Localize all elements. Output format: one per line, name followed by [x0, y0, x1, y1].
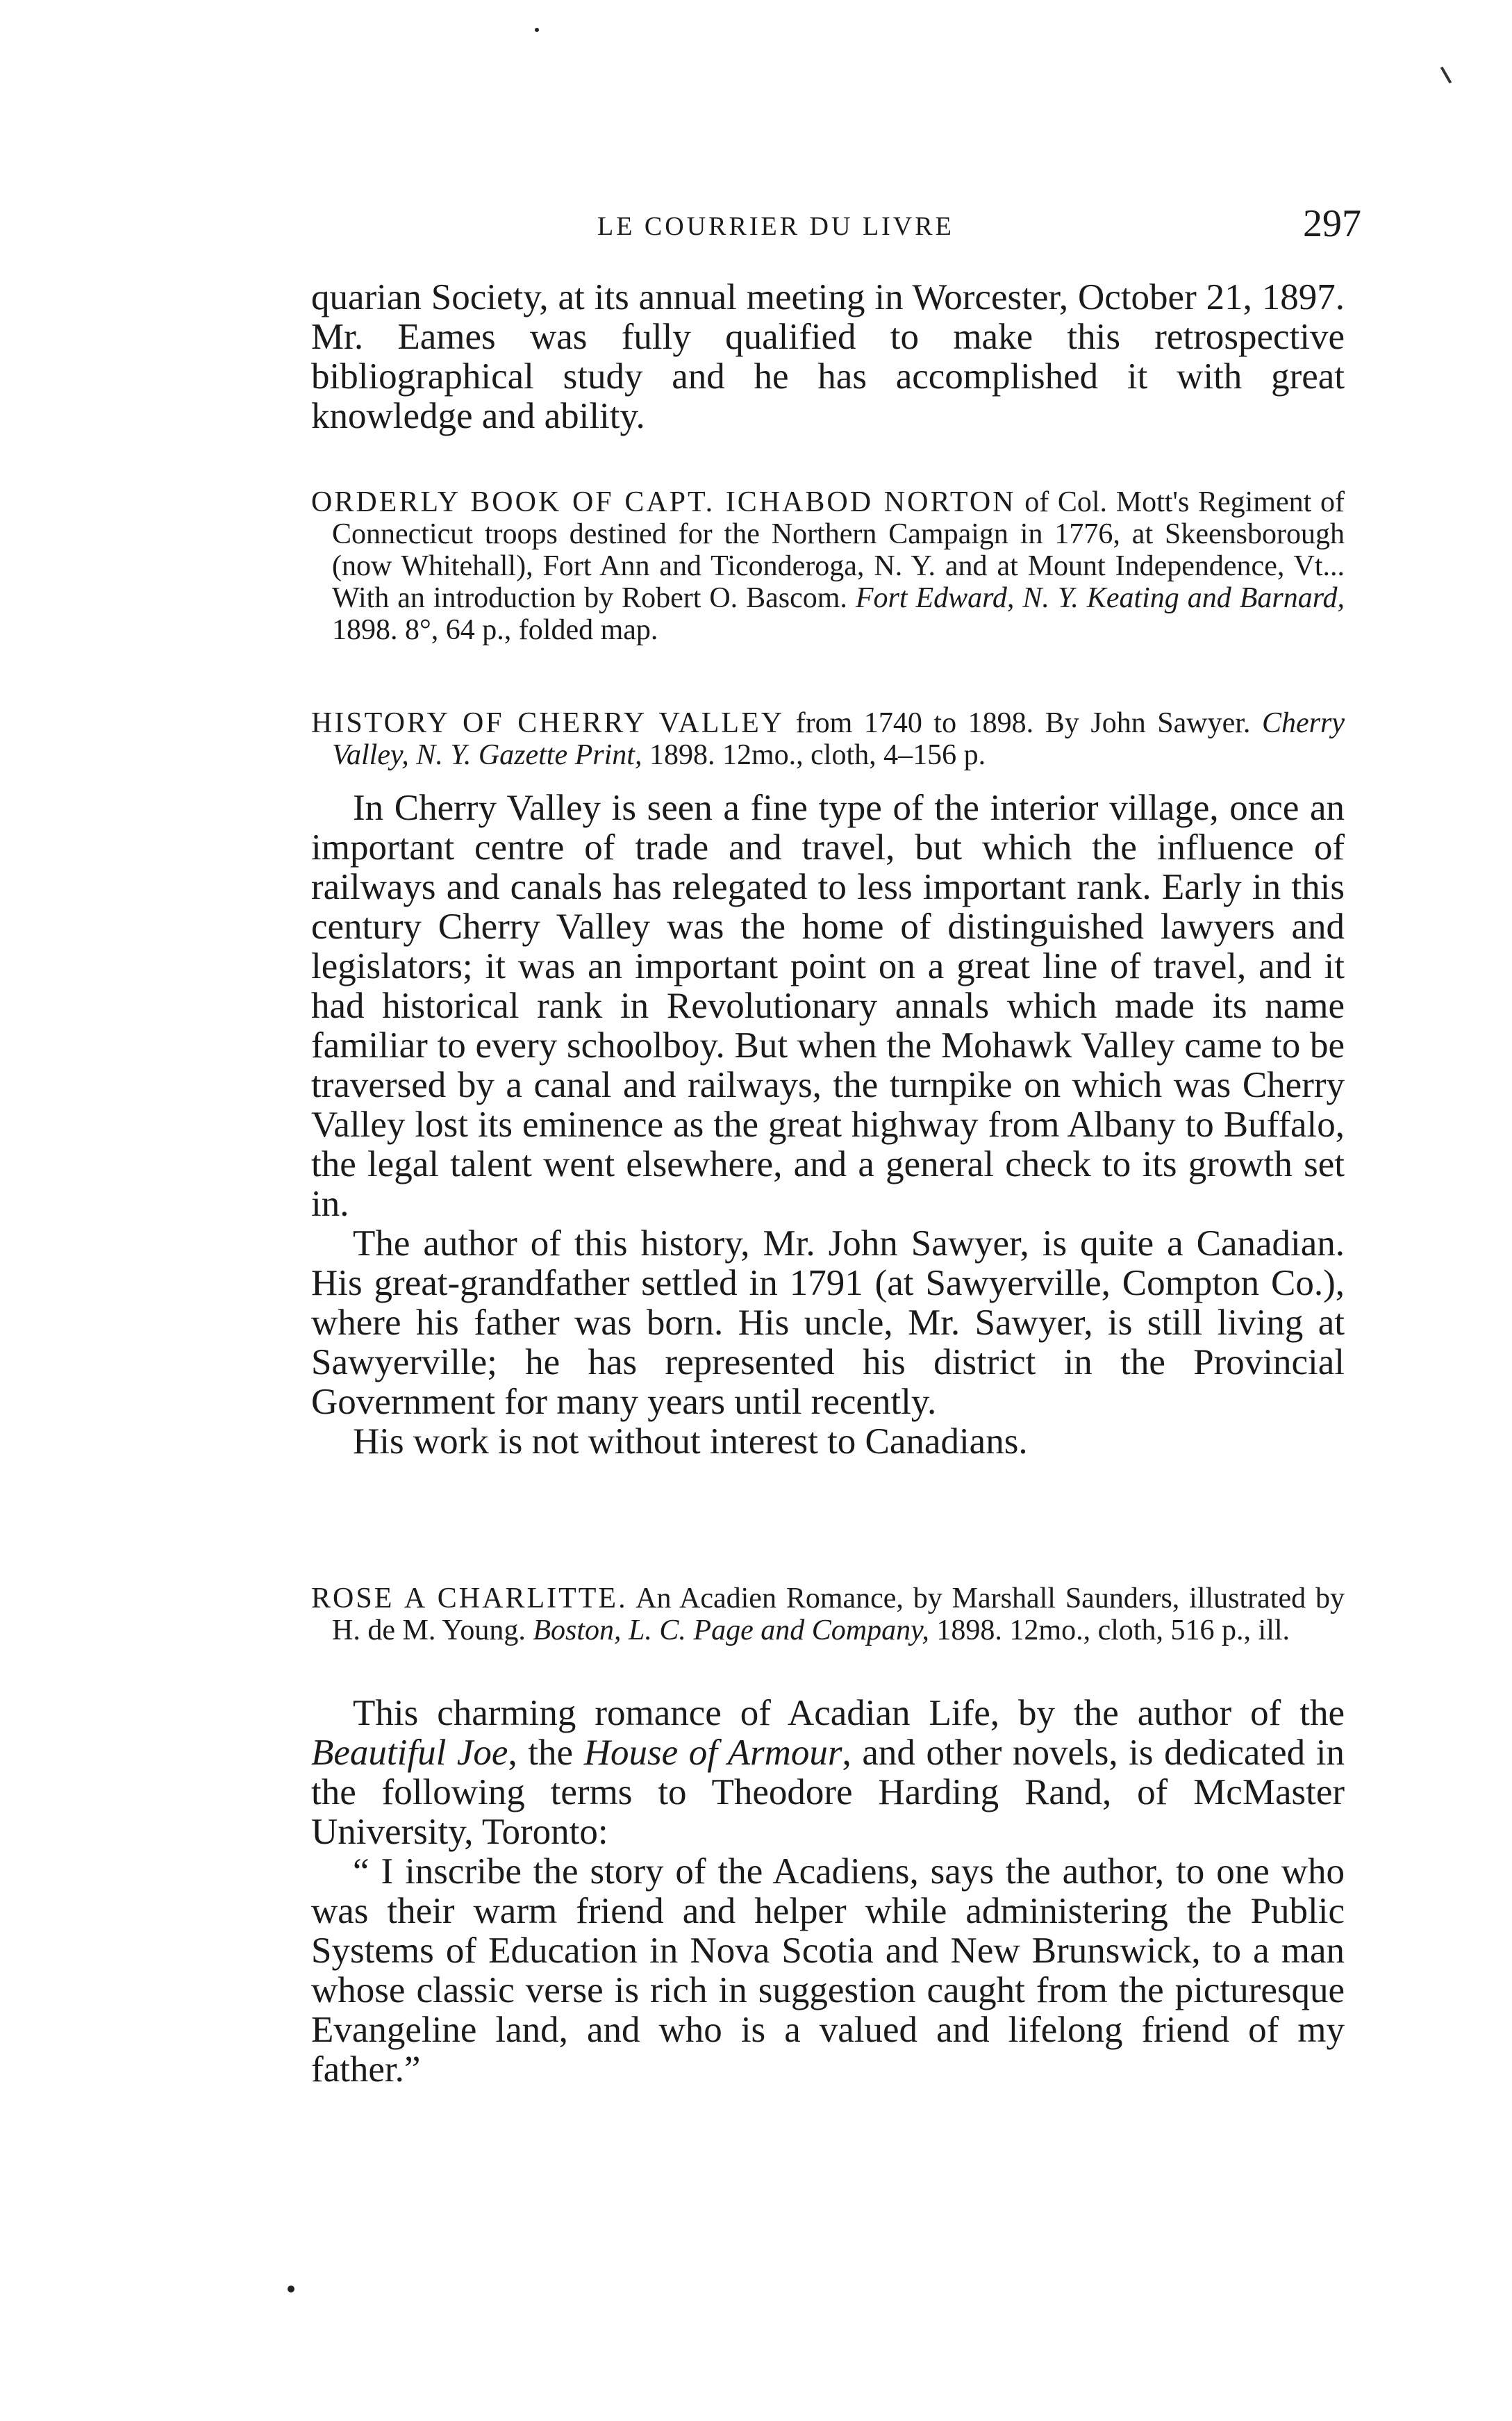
rose-p1-title-beautiful-joe: Beautiful Joe — [311, 1733, 508, 1773]
continuation-paragraph — [311, 278, 1345, 436]
entry-cherry-details: 1898. 12mo., cloth, 4–156 p. — [642, 739, 986, 771]
rose-review — [311, 1694, 1345, 2090]
bibliography-entry-cherry-valley — [311, 707, 1345, 771]
entry-rose-title: ROSE A CHARLITTE. — [311, 1583, 628, 1614]
rose-review-paragraph-1 — [311, 1694, 1345, 1852]
rose-p1-title-house-of-armour: House of Armour — [583, 1733, 842, 1773]
rose-review-quote: “ I inscribe the story of the Acadiens, says the author, to one who was their warm friend and helper while administering the Public Systems of Education in Nova Scotia and New Brunswick, to a man whose classic verse is rich in suggestion caught from the picturesque Evangeline land, and who is a valued and lifelong friend of my father.” — [311, 1851, 1345, 2090]
page-number: 297 — [1303, 202, 1361, 245]
entry-rose-text — [311, 1583, 1345, 1646]
bibliography-entry-norton — [311, 486, 1345, 646]
cherry-valley-review — [311, 788, 1345, 1462]
entry-rose-desc: An Acadien Romance, by Marshall Saunders, illustrated by H. de M. Young. — [332, 1583, 1345, 1646]
bibliography-entry-rose — [311, 1583, 1345, 1646]
entry-norton-imprint: Fort Edward, N. Y. Keating and Barnard, — [855, 582, 1345, 614]
entry-norton-title: ORDERLY BOOK OF CAPT. ICHABOD NORTON — [311, 486, 1016, 518]
entry-cherry-title: HISTORY OF CHERRY VALLEY — [311, 707, 785, 739]
rose-p1-e: , and other novels, is dedicated in the following terms to Theodore Harding Rand, of McMaster University, Toronto: — [311, 1733, 1345, 1852]
entry-cherry-desc: from 1740 to 1898. By John Sawyer. — [784, 707, 1262, 739]
rose-p1-c: , the — [508, 1733, 584, 1773]
rose-p1-a: This charming romance of Acadian Life, by the author of the — [353, 1693, 1345, 1733]
entry-norton-desc: of Col. Mott's Regiment of Connecticut troops destined for the Northern Campaign in 1776, at Skeensborough (now Whitehall), Fort Ann and Ticonderoga, N. Y. and at Mount Independence, Vt... With an introduction by Robert O. Bascom. — [332, 486, 1345, 614]
entry-norton-details: 1898. 8°, 64 p., folded map. — [332, 614, 658, 646]
running-title: LE COURRIER DU LIVRE — [597, 212, 954, 241]
ink-speck — [535, 28, 539, 32]
entry-rose-details: 1898. 12mo., cloth, 516 p., ill. — [929, 1614, 1290, 1646]
cherry-review-paragraph-1: In Cherry Valley is seen a fine type of the interior village, once an important centre of trade and travel, but which the influence of railways and canals has relegated to less important rank. Early in this century Cherry Valley was the home of distinguished lawyers and legislators; it was an important point on a great line of travel, and it had historical rank in Revolutionary annals which made its name familiar to every schoolboy. But when the Mohawk Valley came to be traversed by a canal and railways, the turnpike on which was Cherry Valley lost its eminence as the great highway from Albany to Buffalo, the legal talent went elsewhere, and a general check to its growth set in. — [311, 788, 1345, 1224]
entry-cherry-imprint: Cherry Valley, N. Y. Gazette Print, — [332, 707, 1345, 771]
entry-norton-text — [311, 486, 1345, 646]
entry-cherry-text — [311, 707, 1345, 771]
ink-speck — [288, 2286, 294, 2292]
ink-mark — [1440, 67, 1452, 84]
cherry-review-paragraph-3: His work is not without interest to Canadians. — [353, 1421, 1028, 1462]
page-header — [389, 201, 1361, 250]
entry-rose-imprint: Boston, L. C. Page and Company, — [533, 1614, 929, 1646]
continuation-text: quarian Society, at its annual meeting in Worcester, October 21, 1897. Mr. Eames was fully qualified to make this retrospective bibliographical study and he has accomplished it with great knowledge and ability. — [311, 277, 1345, 436]
cherry-review-paragraph-2: The author of this history, Mr. John Sawyer, is quite a Canadian. His great-grandfather settled in 1791 (at Sawyerville, Compton Co.), where his father was born. His uncle, Mr. Sawyer, is still living at Sawyerville; he has represented his district in the Provincial Government for many years until recently. — [311, 1223, 1345, 1422]
